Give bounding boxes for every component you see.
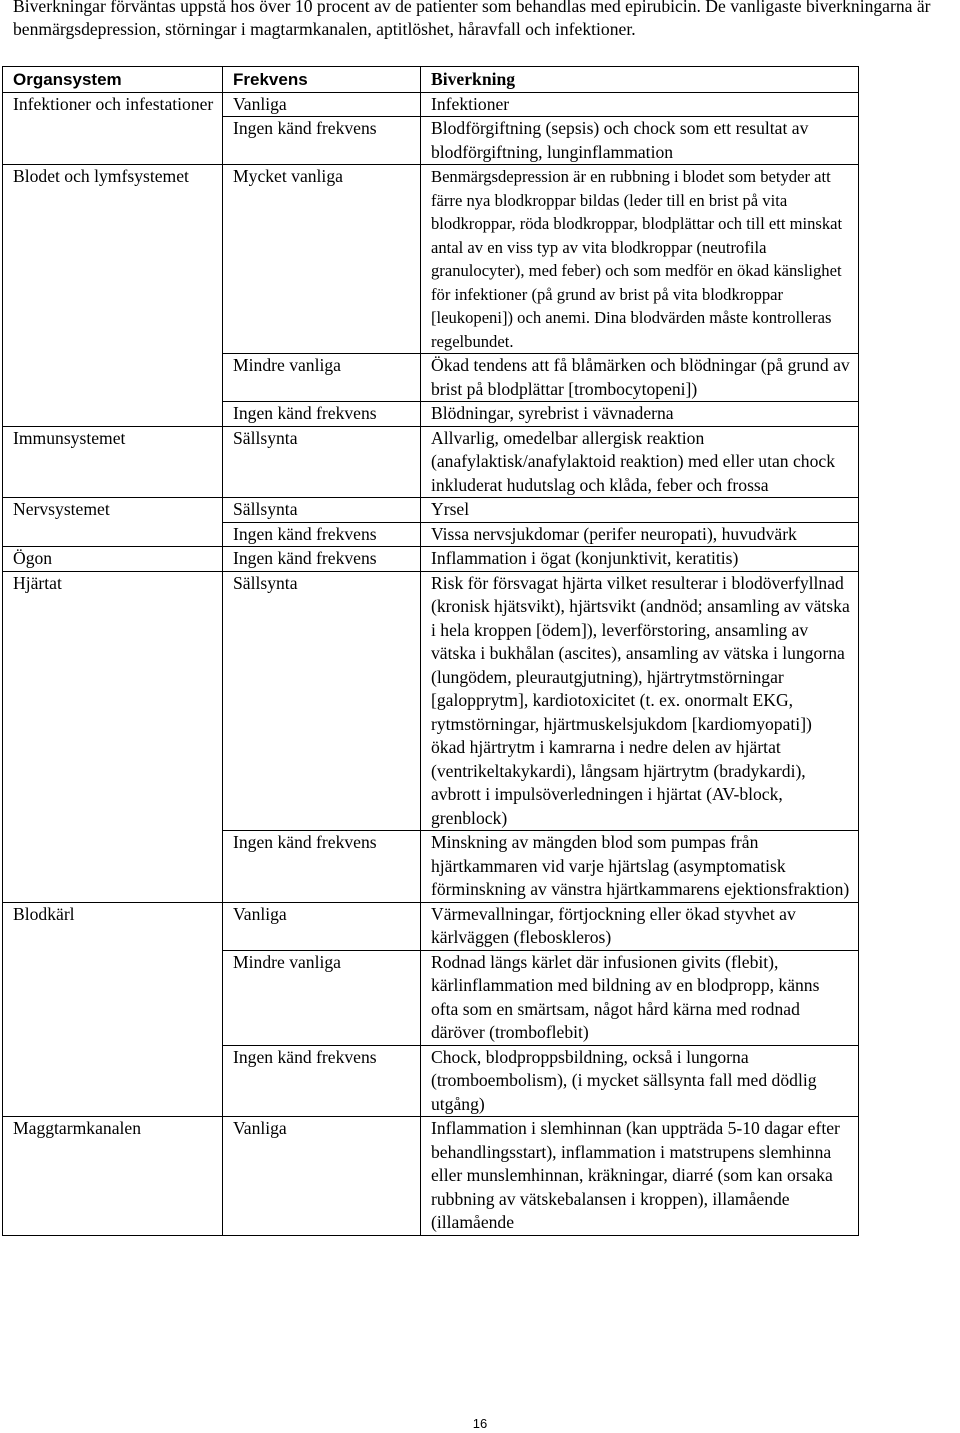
table-header-row — [3, 67, 859, 93]
frequency-cell: Ingen känd frekvens — [223, 1045, 421, 1117]
organ-cell: Hjärtat — [3, 571, 223, 902]
frequency-cell: Sällsynta — [223, 571, 421, 831]
effect-cell: Infektioner — [421, 92, 859, 117]
effect-cell: Risk för försvagat hjärta vilket resulterar i blodöverfyllnad (kronisk hjätsvikt), hjärtsvikt (andnöd; ansamling av vätska i hela kroppen [ödem]), leverförstoring, ansamling av vätska i bukhålan (ascites), ansamling av vätska i lungorna (lungödem, pleurautgjutning), hjärtrytmstörningar [galopprytm], kardiotoxicitet (t. ex. onormalt EKG, rytmstörningar, hjärtmuskelsjukdom [kardiomyopati]) ökad hjärtrytm i kamrarna i nedre delen av hjärtat (ventrikeltakykardi), långsam hjärtrytm (bradykardi), avbrott i impulsöverledningen i hjärtat (AV-block, grenblock) — [421, 571, 859, 831]
table-row — [3, 165, 859, 354]
header-organ: Organsystem — [3, 67, 223, 93]
frequency-cell: Ingen känd frekvens — [223, 402, 421, 427]
effect-cell: Ökad tendens att få blåmärken och blödningar (på grund av brist på blodplättar [trombocytopeni]) — [421, 354, 859, 402]
effect-cell: Värmevallningar, förtjockning eller ökad styvhet av kärlväggen (fleboskleros) — [421, 902, 859, 950]
frequency-cell: Mindre vanliga — [223, 354, 421, 402]
effect-cell: Minskning av mängden blod som pumpas från hjärtkammaren vid varje hjärtslag (asymptomatisk förminskning av vänstra hjärtkammarens ejektionsfraktion) — [421, 831, 859, 903]
frequency-cell: Ingen känd frekvens — [223, 522, 421, 547]
frequency-cell: Ingen känd frekvens — [223, 117, 421, 165]
effect-cell: Allvarlig, omedelbar allergisk reaktion (anafylaktisk/anafylaktoid reaktion) med eller utan chock inkluderat hudutslag och klåda, feber och frossa — [421, 426, 859, 498]
frequency-cell: Mycket vanliga — [223, 165, 421, 354]
header-effect: Biverkning — [421, 67, 859, 93]
organ-cell: Maggtarmkanalen — [3, 1117, 223, 1236]
table-row — [3, 1117, 859, 1236]
effect-cell: Inflammation i ögat (konjunktivit, keratitis) — [421, 547, 859, 572]
frequency-cell: Vanliga — [223, 1117, 421, 1236]
frequency-cell: Ingen känd frekvens — [223, 831, 421, 903]
effect-cell: Benmärgsdepression är en rubbning i blodet som betyder att färre nya blodkroppar bildas (leder till en brist på vita blodkroppar, röda blodkroppar, blodplättar och till ett minskat antal av en viss typ av vita blodkroppar (neutrofila granulocyter), med feber) och som medför en ökad känslighet för infektioner (på grund av brist på vita blodkroppar [leukopeni]) och anemi. Dina blodvärden måste kontrolleras regelbundet. — [421, 165, 859, 354]
organ-cell: Blodkärl — [3, 902, 223, 1117]
table-row — [3, 92, 859, 117]
organ-cell: Infektioner och infestationer — [3, 92, 223, 165]
organ-cell: Immunsystemet — [3, 426, 223, 498]
adverse-effects-table — [2, 66, 859, 1236]
table-row — [3, 426, 859, 498]
intro-paragraph: Biverkningar förväntas uppstå hos över 10 procent av de patienter som behandlas med epirubicin. De vanligaste biverkningarna är benmärgsdepression, störningar i magtarmkanalen, aptitlöshet, håravfall och infektioner. — [13, 0, 931, 39]
organ-cell: Ögon — [3, 547, 223, 572]
organ-cell: Nervsystemet — [3, 498, 223, 547]
organ-cell: Blodet och lymfsystemet — [3, 165, 223, 427]
frequency-cell: Vanliga — [223, 92, 421, 117]
frequency-cell: Mindre vanliga — [223, 950, 421, 1045]
page-number: 16 — [472, 1416, 488, 1431]
table-row — [3, 902, 859, 950]
effect-cell: Inflammation i slemhinnan (kan uppträda 5-10 dagar efter behandlingsstart), inflammation i matstrupens slemhinna eller munslemhinnan, kräkningar, diarré (som kan orsaka rubbning av vätskebalansen i kroppen), illamående (illamående — [421, 1117, 859, 1236]
table-row — [3, 571, 859, 831]
table-row — [3, 547, 859, 572]
effect-cell: Vissa nervsjukdomar (perifer neuropati), huvudvärk — [421, 522, 859, 547]
effect-cell: Yrsel — [421, 498, 859, 523]
frequency-cell: Ingen känd frekvens — [223, 547, 421, 572]
effect-cell: Blödningar, syrebrist i vävnaderna — [421, 402, 859, 427]
header-frequency: Frekvens — [223, 67, 421, 93]
effect-cell: Chock, blodproppsbildning, också i lungorna (tromboembolism), (i mycket sällsynta fall med dödlig utgång) — [421, 1045, 859, 1117]
effect-cell: Rodnad längs kärlet där infusionen givits (flebit), kärlinflammation med bildning av en blodpropp, känns ofta som en smärtsam, något hård kärna med rodnad däröver (tromboflebit) — [421, 950, 859, 1045]
effect-cell: Blodförgiftning (sepsis) och chock som ett resultat av blodförgiftning, lunginflammation — [421, 117, 859, 165]
frequency-cell: Vanliga — [223, 902, 421, 950]
frequency-cell: Sällsynta — [223, 426, 421, 498]
table-row — [3, 498, 859, 523]
frequency-cell: Sällsynta — [223, 498, 421, 523]
